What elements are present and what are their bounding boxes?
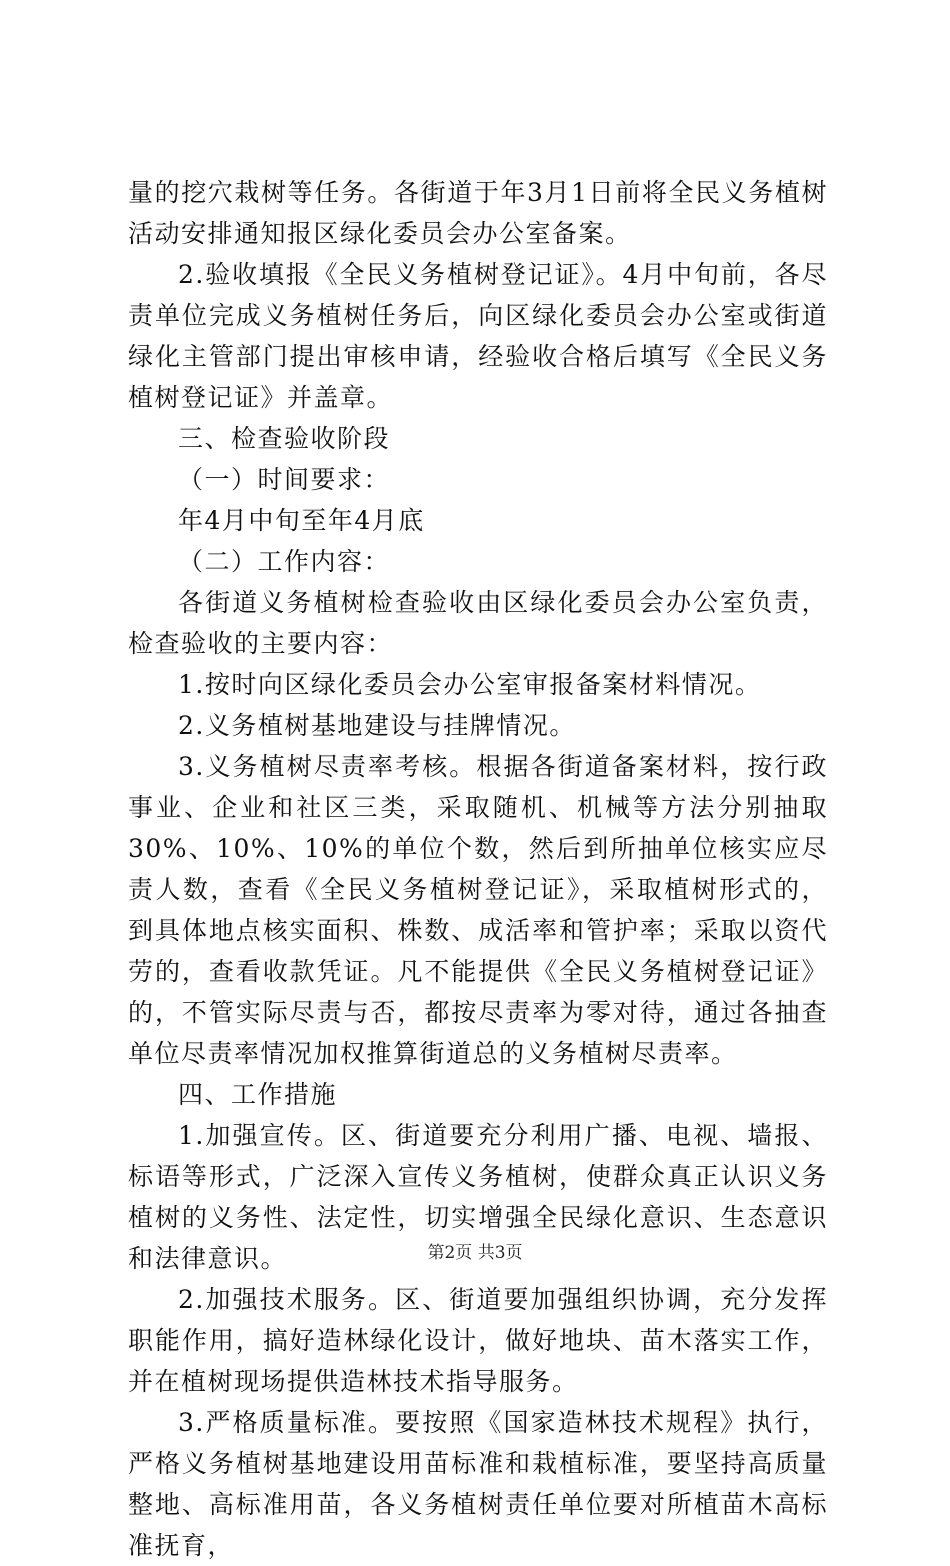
list-item: 1.按时向区绿化委员会办公室审报备案材料情况。	[178, 670, 762, 699]
list-item: 1.加强宣传。区、街道要充分利用广播、电视、墙报、标语等形式，广泛深入宣传义务植树，使群众真正认识义务植树的义务性、法定性，切实增强全民绿化意识、生态意识和法律意识。	[128, 1121, 828, 1273]
paragraph: 量的挖穴栽树等任务。各街道于年3月1日前将全民义务植树活动安排通知报区绿化委员会办公室备案。	[128, 178, 828, 248]
paragraph: 各街道义务植树检查验收由区绿化委员会办公室负责，检查验收的主要内容：	[128, 588, 828, 658]
subsection-heading: （二）工作内容：	[178, 547, 391, 576]
list-item: 2.加强技术服务。区、街道要加强组织协调，充分发挥职能作用，搞好造林绿化设计，做好地块、苗木落实工作，并在植树现场提供造林技术指导服务。	[128, 1285, 828, 1396]
list-item: 2.义务植树基地建设与挂牌情况。	[178, 711, 576, 740]
list-item: 3.义务植树尽责率考核。根据各街道备案材料，按行政事业、企业和社区三类，采取随机、机械等方法分别抽取30%、10%、10%的单位个数，然后到所抽单位核实应尽责人数，查看《全民义务植树登记证》，采取植树形式的，到具体地点核实面积、株数、成活率和管护率；采取以资代劳的，查看收款凭证。凡不能提供《全民义务植树登记证》的，不管实际尽责与否，都按尽责率为零对待，通过各抽查单位尽责率情况加权推算街道总的义务植树尽责率。	[128, 752, 828, 1068]
page-number-footer: 第2页 共3页	[427, 1243, 523, 1263]
list-item: 3.严格质量标准。要按照《国家造林技术规程》执行，严格义务植树基地建设用苗标准和栽植标准，要坚持高质量整地、高标准用苗，各义务植树责任单位要对所植苗木高标准抚育，	[128, 1408, 828, 1560]
paragraph: 2.验收填报《全民义务植树登记证》。4月中旬前，各尽责单位完成义务植树任务后，向区绿化委员会办公室或街道绿化主管部门提出审核申请，经验收合格后填写《全民义务植树登记证》并盖章。	[128, 260, 828, 412]
section-heading: 四、工作措施	[178, 1080, 338, 1109]
subsection-heading: （一）时间要求：	[178, 465, 391, 494]
paragraph: 年4月中旬至年4月底	[178, 506, 425, 535]
document-body	[128, 172, 828, 1566]
section-heading: 三、检查验收阶段	[178, 424, 391, 453]
